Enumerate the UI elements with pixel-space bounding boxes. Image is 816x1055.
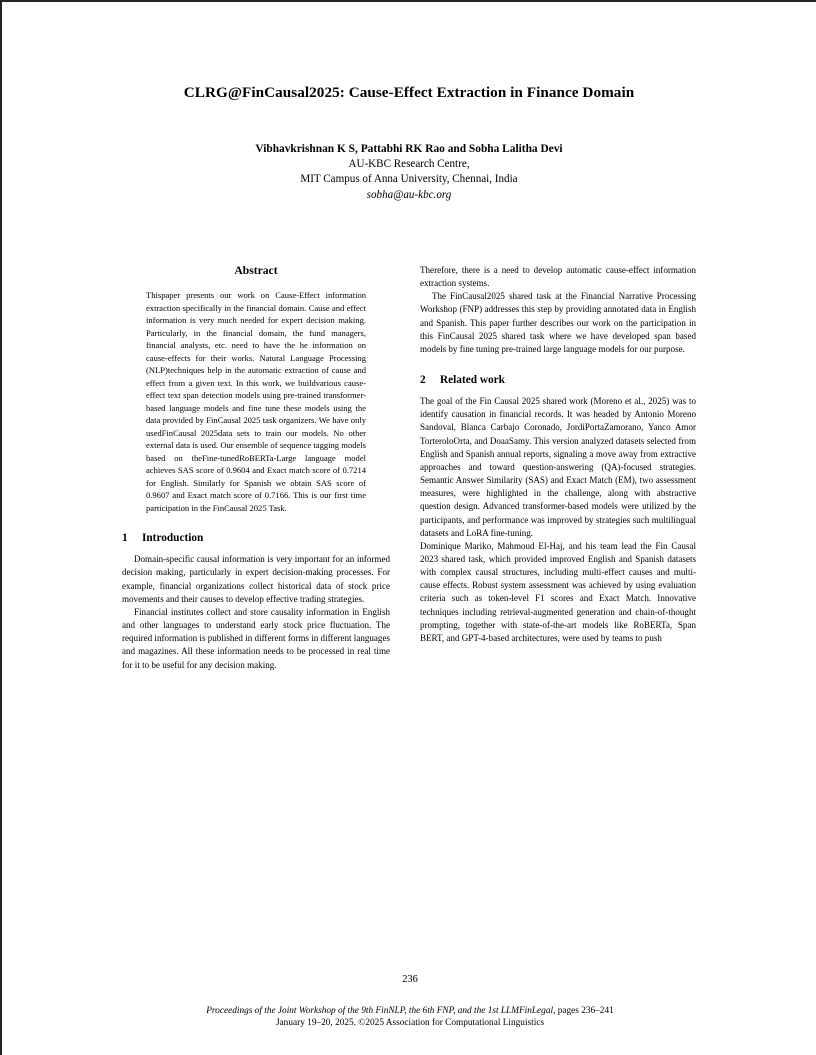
right-column — [420, 264, 696, 672]
paragraph: Dominique Mariko, Mahmoud El-Haj, and his team lead the Fin Causal 2023 shared task, which provided improved English and Spanish datasets with complex causal structures, including multi-effect causes and multi-cause effects. Robust system assessment was achieved by using evaluation criteria such as token-level F1 scores and Exact Match. Innovative techniques including retrieval-augmented generation and chain-of-thought prompting, together with state-of-the-art models like RoBERTa, Span BERT, and GPT-4-based architectures, were used by teams to push — [420, 540, 696, 643]
proceedings-title: Proceedings of the Joint Workshop of the 9th FinNLP, the 6th FNP, and the 1st LLMFinLegal — [206, 1006, 554, 1016]
left-column — [122, 264, 390, 672]
section-number: 1 — [122, 532, 128, 545]
affiliation-line-1: AU-KBC Research Centre, — [348, 158, 470, 171]
abstract-heading: Abstract — [234, 264, 278, 277]
page-number: 236 — [402, 974, 418, 985]
paragraph: The goal of the Fin Causal 2025 shared work (Moreno et al., 2025) was to identify causation in financial records. It was headed by Antonio Moreno Sandoval, Blanca Carbajo Coronado, JordiPortaZamorano, Yanco Amor TorteroloOrta, and DoaaSamy. This version analyzed datasets selected from English and Spanish annual reports, signaling a move away from extractive approaches and toward question-answering (QA)-focused strategies. Semantic Answer Similarity (SAS) and Exact Match (EM), two assessment measures, were highlighted in the challenge, along with abstractive question design. Advanced transformer-based models were utilized by the participants, and performance was improved by strategies such multilingual datasets and LoRA fine-tuning. — [420, 396, 696, 538]
section-heading-introduction — [122, 532, 390, 544]
paragraph: Financial institutes collect and store causality information in English and other languages to understand early stock price fluctuation. The required information is published in different forms in different languages and magazines. All these information needs to be processed in real time for it to be useful for any decision making. — [122, 606, 390, 670]
abstract-text: Thispaper presents our work on Cause-Effect information extraction specifically in the financial domain. Cause and effect information is very much needed for expert decision making. Particularly, in the financial domain, the fund managers, financial analysts, etc. need to have the he information on cause-effects for their works. Natural Language Processing (NLP)techniques help in the automatic extraction of cause and effect from a given text. In this work, we buildvarious cause-effect text span detection models using pre-trained transformer-based language models and fine tune these models using the data provided by FinCausal 2025 task organizers. We have only usedFinCausal 2025data sets to train our models. No other external data is used. Our ensemble of sequence tagging models based on theFine-tunedRoBERTa-Large language model achieves SAS score of 0.9604 and Exact match score of 0.7214 for English. Similarly for Spanish we obtain SAS score of 0.9607 and Exact match score of 0.7166. This is our first time participation in the FinCausal 2025 Task. — [146, 290, 366, 513]
section-title: Related work — [440, 374, 505, 387]
affiliation-line-2: MIT Campus of Anna University, Chennai, India — [300, 172, 518, 185]
page-title: CLRG@FinCausal2025: Cause-Effect Extraction in Finance Domain — [183, 84, 635, 101]
paragraph: Domain-specific causal information is very important for an informed decision making, particularly in expert decision-making processes. For example, financial organizations collect historical data of stock price movements and their causes to develop effective trading strategies. — [122, 554, 390, 604]
section-title: Introduction — [142, 532, 204, 545]
contact-email: sobha@au-kbc.org — [366, 188, 452, 201]
paragraph: The FinCausal2025 shared task at the Financial Narrative Processing Workshop (FNP) addresses this step by providing annotated data in English and Spanish. This paper further describes our work on the participation in this FinCausal 2025 shared task where we have developed span based models by fine tuning pre-trained large language models for our purpose. — [420, 291, 696, 354]
title-block — [2, 2, 816, 102]
footer-citation — [2, 1005, 816, 1030]
two-column-body — [122, 264, 696, 672]
author-block — [2, 142, 816, 202]
section-heading-related-work — [420, 374, 696, 386]
abstract-block — [146, 264, 366, 514]
copyright-line: January 19–20, 2025. ©2025 Association for Computational Linguistics — [275, 1018, 545, 1029]
proceedings-line — [2, 1005, 816, 1017]
paragraph: Therefore, there is a need to develop automatic cause-effect information extraction systems. — [420, 265, 696, 289]
proceedings-pages: , pages 236–241 — [553, 1006, 614, 1016]
author-list: Vibhavkrishnan K S, Pattabhi RK Rao and Sobha Lalitha Devi — [255, 143, 563, 156]
section-number: 2 — [420, 374, 426, 387]
